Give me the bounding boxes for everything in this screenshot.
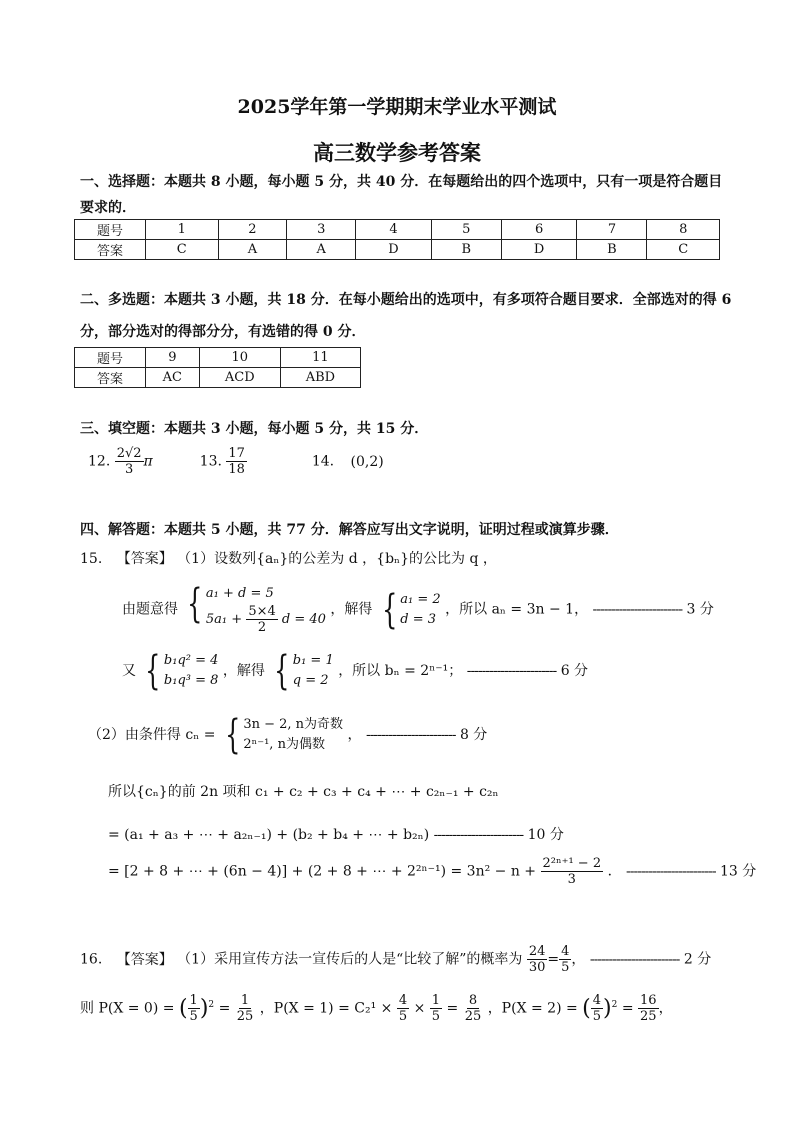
dash-leader: ------------------------ [433, 827, 524, 843]
table-cell: A [218, 240, 287, 260]
system-2 [140, 648, 219, 694]
p2-lhs: ，P(X = 2) = [487, 1000, 578, 1017]
left-brace-icon: { [145, 648, 161, 694]
table-cell: B [577, 240, 647, 260]
fill-answers [88, 446, 384, 477]
eq-line2-fraction: $\frac{\text{2²ⁿ⁺¹ − 2}}{3}$ [542, 856, 602, 887]
q13-den: 18 [228, 462, 245, 477]
p1-lhs: ，P(X = 1) = C₂¹ × [259, 1000, 393, 1017]
p0-lhs: P(X = 0) = [98, 1000, 175, 1017]
q15-label: 15. [80, 551, 103, 567]
q13-label: 13. [199, 453, 222, 470]
sum-line: 所以{cₙ}的前 2n 项和 c₁ + c₂ + c₃ + c₄ + ⋯ + c₂ₙ₋₁ + c₂ₙ [108, 784, 499, 800]
q14-label: 14. [311, 453, 335, 470]
table-cell: D [501, 240, 577, 260]
table-cell: C [647, 240, 720, 260]
table-row [75, 220, 720, 240]
p2-result: $\frac{16}{25}$ [640, 993, 657, 1024]
q15-line-a-prefix: 由题意得 [122, 601, 178, 618]
page-subtitle: 高三数学参考答案 [313, 140, 481, 165]
q16-prob-line: 则 P(X = 0) = ( $\frac{1}{5}$ )$^2$ = $\frac{1}{25}$ ，P(X = 1) = C₂¹ × $\frac{4}{5}$ × $\frac{1}{5}$ = $\frac{8}{25}$ ，P(X = 2) = ( $\frac{4}{5}$ )$^2$ = $\frac{16}{25}$ ， [80, 993, 673, 1024]
system-1-row2: 5a₁ + $\frac{5\times 4}{2}$ d = 40 [205, 604, 326, 635]
score-3: 8 分 [459, 727, 488, 743]
table-cell: A [287, 240, 356, 260]
q16-frac-a: $\frac{24}{30}$ [528, 944, 546, 975]
table-cell: ACD [199, 368, 280, 388]
table-cell: 题号 [75, 220, 146, 240]
eq-line2-text: = [2 + 8 + ⋯ + (6n − 4)] + (2 + 8 + ⋯ + 2²ⁿ⁻¹) = 3n² − n + [108, 863, 537, 880]
q16-score-1: 2 分 [683, 951, 712, 968]
table-row [75, 240, 720, 260]
section4-heading: 四、解答题：本题共 5 小题，共 77 分．解答应写出文字说明，证明过程或演算步骤． [80, 522, 619, 538]
q13-num: 17 [228, 446, 245, 461]
system-2-row1: b₁q² = 4 [163, 653, 219, 668]
p0-result: $\frac{1}{25}$ [236, 993, 254, 1024]
p1-result: $\frac{8}{25}$ [464, 993, 482, 1024]
dash-leader: ------------------------ [466, 663, 557, 679]
choice-answer-table [74, 219, 720, 260]
eq-line2: = [2 + 8 + ⋯ + (6n − 4)] + (2 + 8 + ⋯ + 2²ⁿ⁻¹) = 3n² − n + $\frac{\text{2²ⁿ⁺¹ − 2}}{3}$ ． ------------------------ 13 分 [108, 856, 757, 887]
solution-2 [269, 648, 334, 694]
table-cell: 4 [356, 220, 432, 240]
table-cell: 5 [431, 220, 501, 240]
q14-answer: (0,2) [350, 453, 384, 470]
table-row [75, 348, 361, 368]
table-row [75, 368, 361, 388]
table-cell: C [146, 240, 219, 260]
eq-line1 [108, 824, 564, 844]
eq-line1-text: = (a₁ + a₃ + ⋯ + a₂ₙ₋₁) + (b₂ + b₄ + ⋯ + b₂ₙ) [108, 827, 430, 843]
multi-answer-table [74, 347, 361, 388]
q15-part1-intro: （1）设数列{aₙ}的公差为 d ，{bₙ}的公比为 q ， [177, 551, 497, 567]
result-2: ，所以 bₙ = 2ⁿ⁻¹； [338, 663, 463, 679]
table-cell: 11 [280, 348, 360, 368]
q15-line-b [122, 648, 589, 694]
q15-intro [80, 548, 497, 568]
table-cell: AC [146, 368, 200, 388]
q12-num: 2√2 [116, 446, 142, 461]
left-brace-icon: { [224, 712, 241, 758]
score-2: 6 分 [560, 663, 589, 679]
q12-den: 3 [124, 462, 134, 477]
section2-heading [80, 291, 731, 341]
system-1 [182, 581, 326, 635]
q16-intro: 16. 【答案】 （1）采用宣传方法一宣传后的人是“比较了解”的概率为 $\frac{24}{30}$ = $\frac{4}{5}$ ， ------------------------ 2 分 [80, 944, 712, 975]
section1-heading-line1: 一、选择题：本题共 8 小题，每小题 5 分，共 40 分．在每题给出的四个选项中，只有一项是符合题目 [80, 174, 723, 190]
dash-leader: ------------------------ [365, 727, 456, 743]
q12-suffix: π [143, 453, 153, 470]
dash-leader: ------------------------ [626, 863, 716, 880]
q15-tag: 【答案】 [116, 551, 173, 567]
score-5: 13 分 [720, 863, 757, 880]
solution-1-row1: a₁ = 2 [400, 591, 441, 607]
left-brace-icon: { [381, 586, 398, 633]
solution-1-row2: d = 3 [400, 611, 437, 627]
score-4: 10 分 [527, 827, 564, 843]
table-cell: 答案 [75, 240, 146, 260]
q16-part1-text: （1）采用宣传方法一宣传后的人是“比较了解”的概率为 [177, 951, 523, 968]
left-brace-icon: { [274, 648, 290, 694]
q16-tag: 【答案】 [116, 951, 173, 968]
section1-heading-line2: 要求的． [80, 200, 136, 216]
section2-heading-line1: 二、多选题：本题共 3 小题，共 18 分．在每小题给出的选项中，有多项符合题目要求．全部选对的得 6 [80, 292, 732, 308]
table-cell: 10 [199, 348, 280, 368]
q12-fraction [115, 446, 144, 477]
score-1: 3 分 [686, 601, 714, 618]
q16-label: 16. [80, 951, 103, 968]
table-cell: 1 [146, 220, 219, 240]
result-1: ，所以 aₙ = 3n − 1， [445, 601, 589, 618]
table-cell: 题号 [75, 348, 146, 368]
dash-leader: ------------------------ [589, 951, 680, 968]
table-cell: 2 [218, 220, 287, 240]
solution-1 [377, 586, 441, 633]
solve-label: ，解得 [222, 663, 265, 679]
table-cell: 6 [501, 220, 577, 240]
section3-heading: 三、填空题：本题共 3 小题，每小题 5 分，共 15 分． [80, 421, 429, 437]
solution-2-row2: q = 2 [292, 673, 329, 688]
q15-line-a [122, 581, 714, 635]
left-brace-icon: { [187, 581, 203, 627]
part2-prefix: （2）由条件得 cₙ = [88, 727, 216, 743]
q15-part2: （2）由条件得 cₙ = { 3n − 2, n为奇数 2ⁿ⁻¹, n为偶数 ， ------------------------ 8 分 [88, 712, 488, 758]
table-cell: 答案 [75, 368, 146, 388]
table-cell: 9 [146, 348, 200, 368]
solve-label: ，解得 [330, 601, 373, 618]
table-cell: ABD [280, 368, 360, 388]
system-1-row1: a₁ + d = 5 [205, 586, 274, 601]
table-cell: B [431, 240, 501, 260]
case-row1: 3n − 2, n为奇数 [243, 717, 344, 732]
section2-heading-line2: 分，部分选对的得部分分，有选错的得 0 分． [80, 324, 366, 340]
case-row2: 2ⁿ⁻¹, n为偶数 [243, 737, 325, 752]
case-definition [220, 712, 344, 758]
table-cell: 3 [287, 220, 356, 240]
q16-frac-b: $\frac{4}{5}$ [561, 944, 570, 975]
q13-fraction [226, 446, 247, 477]
table-cell: 7 [577, 220, 647, 240]
q15-line-b-prefix: 又 [122, 663, 136, 679]
section1-heading [80, 173, 722, 217]
q12-label: 12. [88, 453, 111, 470]
table-cell: 8 [647, 220, 720, 240]
table-cell: D [356, 240, 432, 260]
page-title: 2025学年第一学期期末学业水平测试 [237, 96, 557, 118]
dash-leader: ------------------------ [592, 601, 683, 618]
system-2-row2: b₁q³ = 8 [163, 673, 219, 688]
solution-2-row1: b₁ = 1 [292, 653, 334, 668]
